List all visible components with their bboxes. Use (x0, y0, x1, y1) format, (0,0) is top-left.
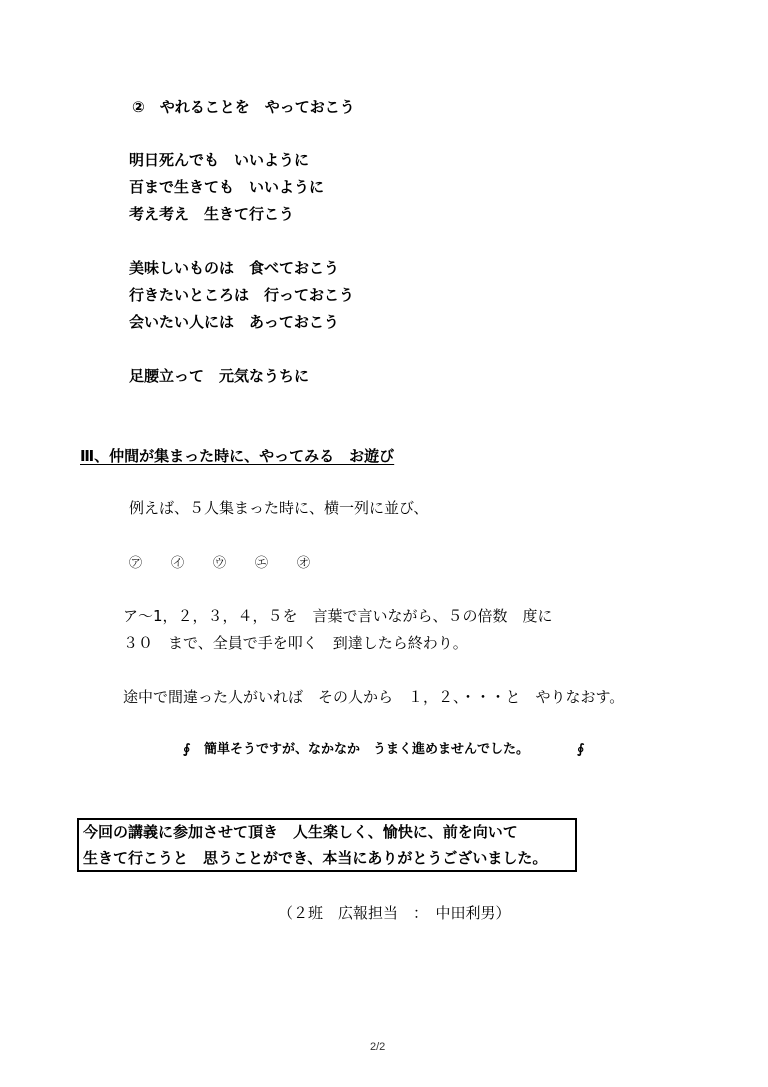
poem-stanza2-line1: 美味しいものは 食べておこう (129, 259, 340, 277)
kana-row (129, 557, 339, 570)
poem-stanza2-line2: 行きたいところは 行っておこう (129, 286, 355, 304)
closing-box-line1: 今回の講義に参加させて頂き 人生楽しく、愉快に、前を向いて (83, 823, 518, 841)
section3-intro: 例えば、５人集まった時に、横一列に並び、 (129, 499, 429, 517)
note-mark-left: ∮ (183, 742, 191, 757)
poem-title: ② やれることを やっておこう (132, 98, 355, 116)
page-number: 2/2 (370, 1041, 386, 1053)
poem-stanza1-line3: 考え考え 生きて行こう (129, 205, 295, 223)
kana-u: ㋒ (213, 556, 227, 571)
poem-stanza1-line1: 明日死んでも いいように (129, 151, 310, 169)
kana-i: ㋑ (171, 556, 185, 571)
section3-heading: Ⅲ、仲間が集まった時に、やってみる お遊び (80, 447, 395, 465)
closing-box-line2: 生きて行こうと 思うことができ、本当にありがとうございました。 (83, 849, 548, 867)
closing-box (77, 818, 577, 872)
kana-o: ㋔ (297, 556, 311, 571)
section3-note: 簡単そうですが、なかなか うまく進めませんでした。 (204, 742, 530, 757)
note-mark-right: ∮ (577, 742, 585, 757)
credit: （２班 広報担当 ： 中田利男） (278, 904, 511, 922)
section3-rule-line1: ア～1，２，３，４，５を 言葉で言いながら、５の倍数 度に (123, 607, 553, 625)
poem-stanza1-line2: 百まで生きても いいように (129, 178, 325, 196)
poem-stanza2-line3: 会いたい人には あっておこう (129, 313, 339, 331)
kana-e: ㋓ (255, 556, 269, 571)
section3-rule-line2: ３０ まで、全員で手を叩く 到達したら終わり。 (123, 634, 468, 652)
poem-closing: 足腰立って 元気なうちに (129, 367, 310, 385)
kana-a: ㋐ (129, 556, 143, 571)
section3-mistake: 途中で間違った人がいれば その人から １，２、・・・と やりなおす。 (123, 688, 625, 706)
